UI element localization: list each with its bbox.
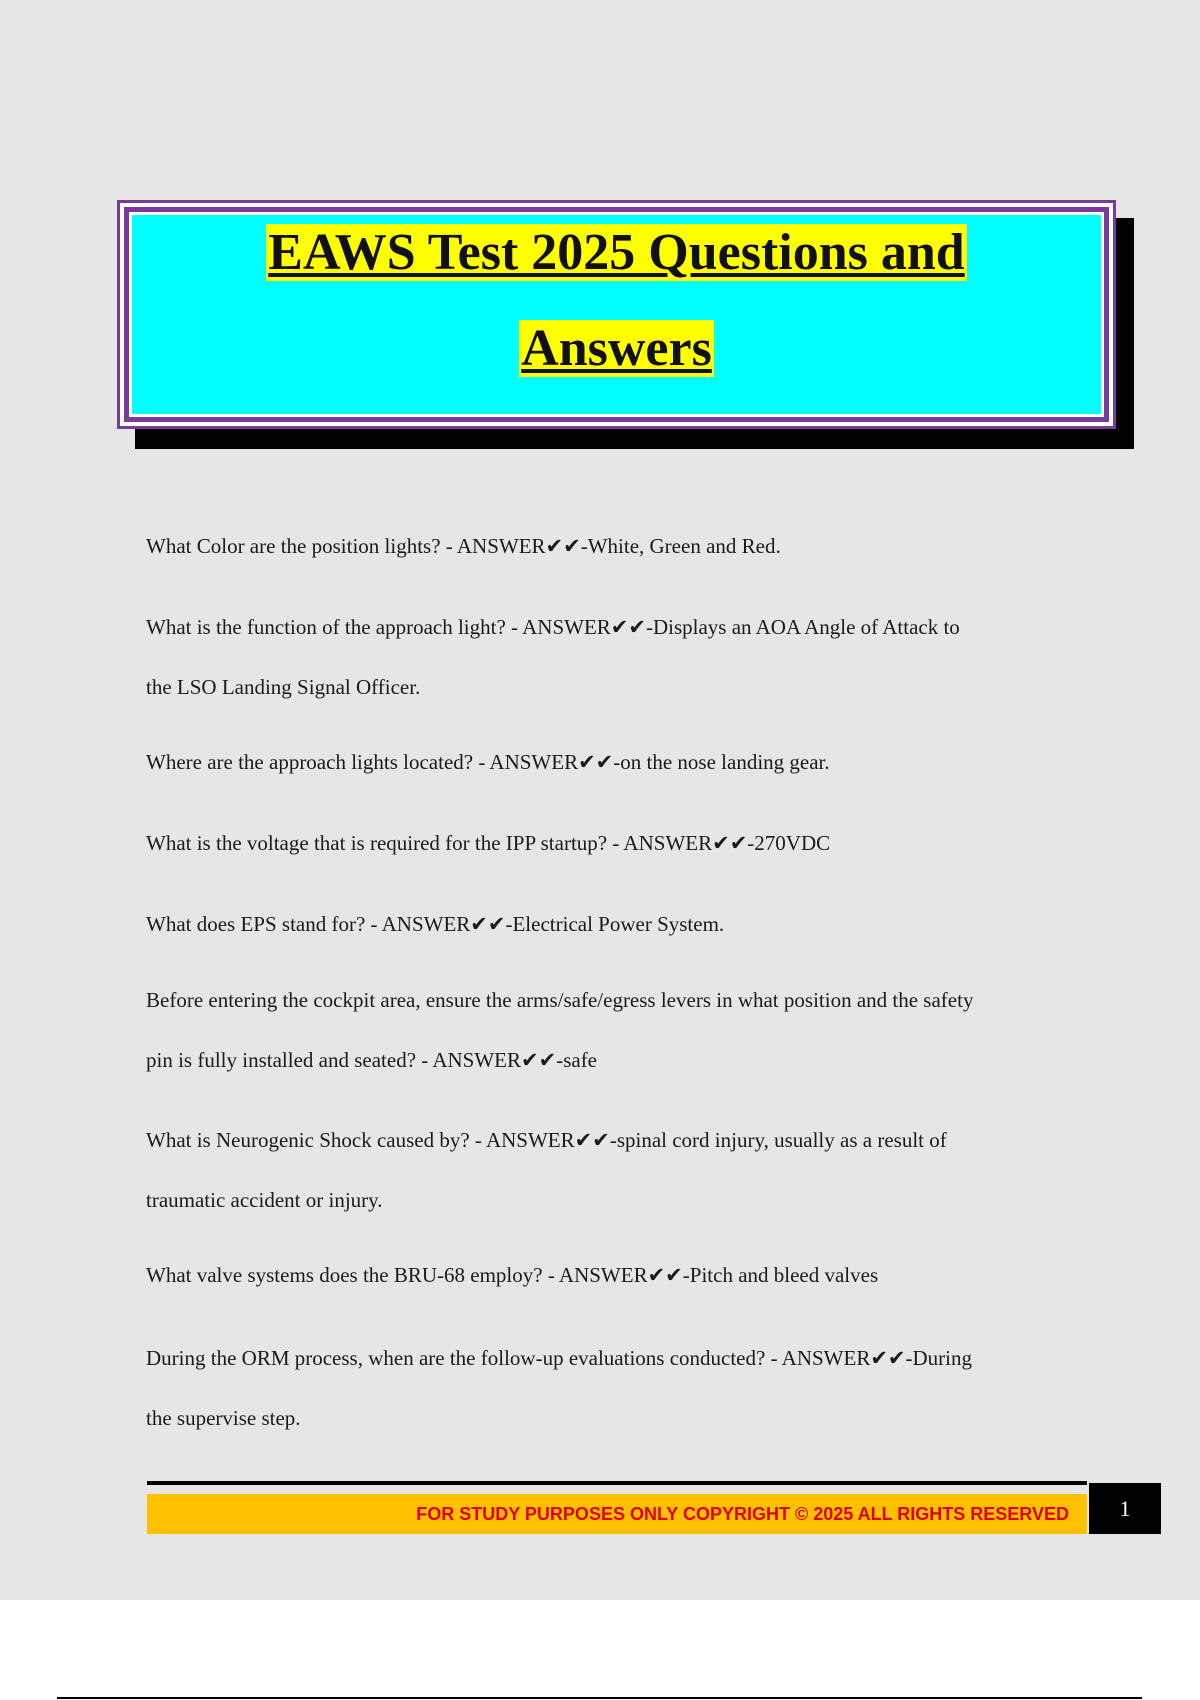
page-number: 1 — [1119, 1496, 1131, 1521]
title-line-1 — [132, 223, 1101, 283]
qa-line: What is Neurogenic Shock caused by? - ANSWER✔✔-spinal cord injury, usually as a result of — [146, 1128, 947, 1152]
qa-line: Where are the approach lights located? - ANSWER✔✔-on the nose landing gear. — [146, 750, 830, 774]
title-text-2: Answers — [521, 320, 712, 377]
footer-band — [147, 1494, 1087, 1534]
qa-item — [146, 732, 1076, 792]
qa-item — [146, 516, 1076, 576]
title-line-2 — [132, 319, 1101, 379]
qa-item — [146, 597, 1076, 717]
qa-line: Before entering the cockpit area, ensure the arms/safe/egress levers in what position and the safety — [146, 988, 974, 1012]
footer-rule — [147, 1481, 1087, 1485]
page-number-box — [1089, 1483, 1161, 1534]
qa-item — [146, 1245, 1076, 1305]
footer-copyright-text: FOR STUDY PURPOSES ONLY COPYRIGHT © 2025 ALL RIGHTS RESERVED — [416, 1504, 1069, 1524]
qa-line: traumatic accident or injury. — [146, 1188, 383, 1212]
qa-line: the LSO Landing Signal Officer. — [146, 675, 421, 699]
qa-line: the supervise step. — [146, 1406, 301, 1430]
title-text-1: EAWS Test 2025 Questions and — [268, 224, 965, 281]
qa-line: What is the voltage that is required for the IPP startup? - ANSWER✔✔-270VDC — [146, 831, 831, 855]
title-box-fill — [132, 215, 1101, 414]
qa-item — [146, 894, 1076, 954]
qa-line: What valve systems does the BRU-68 employ? - ANSWER✔✔-Pitch and bleed valves — [146, 1263, 879, 1287]
next-page-rule — [57, 1697, 1142, 1699]
qa-line: What is the function of the approach light? - ANSWER✔✔-Displays an AOA Angle of Attack to — [146, 615, 960, 639]
qa-line: pin is fully installed and seated? - ANSWER✔✔-safe — [146, 1048, 598, 1072]
qa-item — [146, 1328, 1076, 1448]
title-box-border — [124, 207, 1109, 422]
qa-line: What Color are the position lights? - ANSWER✔✔-White, Green and Red. — [146, 534, 781, 558]
qa-item — [146, 970, 1076, 1090]
qa-line: During the ORM process, when are the follow-up evaluations conducted? - ANSWER✔✔-During — [146, 1346, 973, 1370]
qa-item — [146, 1110, 1076, 1230]
qa-item — [146, 813, 1076, 873]
qa-line: What does EPS stand for? - ANSWER✔✔-Electrical Power System. — [146, 912, 725, 936]
title-box — [117, 200, 1116, 429]
